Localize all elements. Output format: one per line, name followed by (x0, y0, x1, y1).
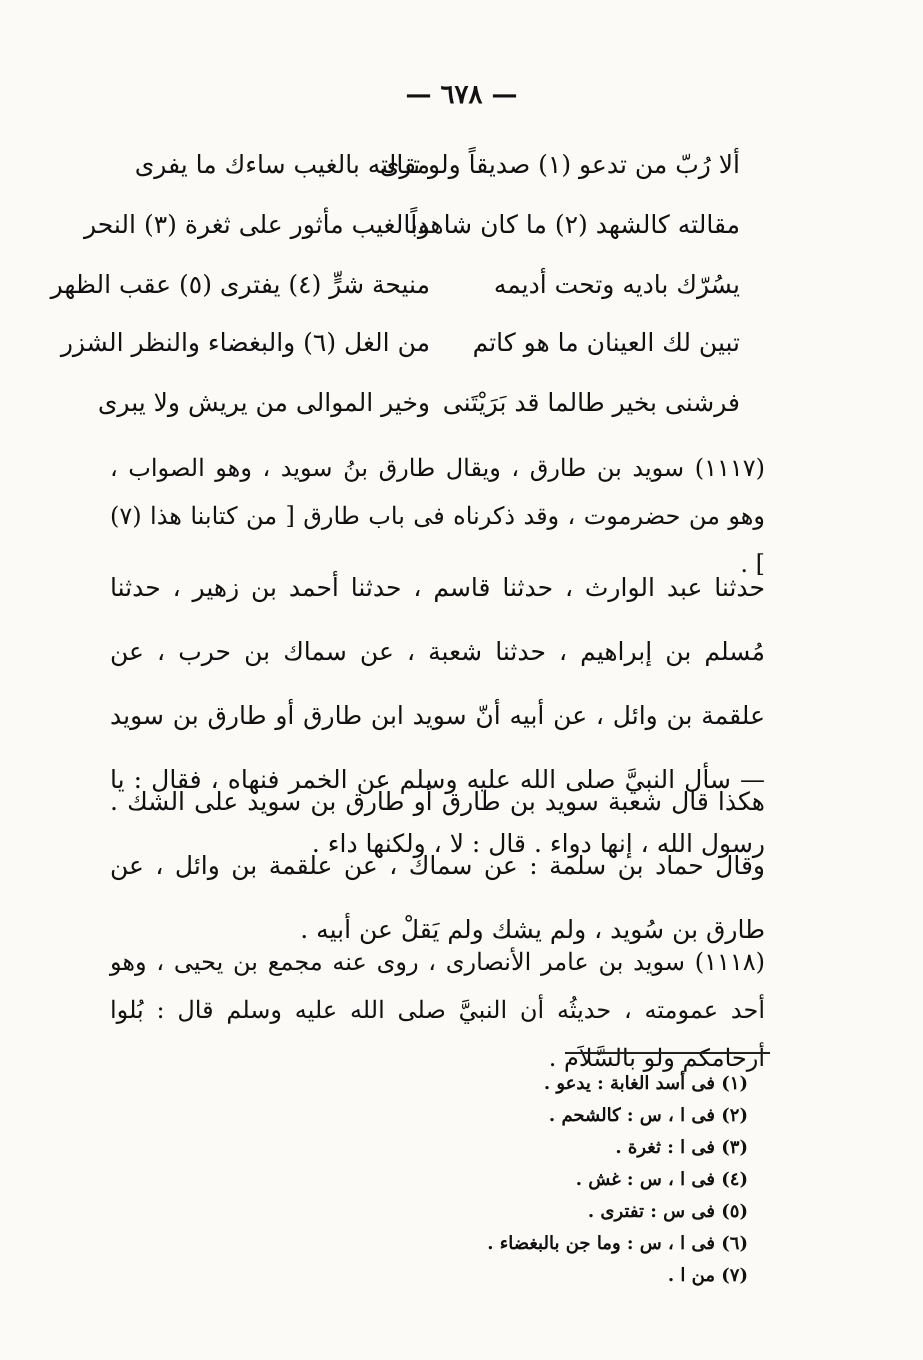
page-number: — ٦٧٨ — (405, 80, 518, 110)
verse-second-hemistich: منيحة شرٍّ (٤) يفترى (٥) عقب الظهر (50, 270, 430, 299)
entry-1118: (١١١٨) سويد بن عامر الأنصارى ، روى عنه مجمع بن يحيى ، وهو أحد عمومته ، حديثُه أن النبيَّ صلى الله عليه وسلم قال : بُلوا أرحامكم ولو بالسَّلاَم . (110, 948, 765, 1072)
footnote: (٥) فى س : تفترى . (587, 1201, 748, 1222)
verse-second-hemistich: من الغل (٦) والبغضاء والنظر الشزر (60, 328, 430, 357)
verse-first-hemistich: فرشنى بخير طالما قد بَرَيْتَنى (442, 388, 740, 417)
footnote: (٧) من ا . (667, 1265, 748, 1286)
entry-1117: (١١١٧) سويد بن طارق ، ويقال طارق بنُ سويد ، وهو الصواب ، وهو من حضرموت ، وقد ذكرناه فى باب طارق [ من كتابنا هذا (٧) ] . (110, 454, 765, 578)
verse-first-hemistich: مقالته كالشهد (٢) ما كان شاهداً (410, 210, 740, 239)
verse-second-hemistich: مقالته بالغيب ساءك ما يفرى (134, 150, 430, 179)
verse-first-hemistich: تبين لك العينان ما هو كاتم (472, 328, 740, 357)
footnote: (٤) فى ا ، س : غش . (575, 1169, 748, 1190)
verse-line (97, 388, 740, 430)
verse-line (134, 150, 740, 192)
verse-line (60, 328, 740, 370)
verse-second-hemistich: وخير الموالى من يريش ولا يبرى (97, 388, 430, 417)
hadith-paragraph: حدثنا عبد الوارث ، حدثنا قاسم ، حدثنا أحمد بن زهير ، حدثنا مُسلم بن إبراهيم ، حدثنا شعبة ، عن سماك بن حرب ، عن علقمة بن وائل ، عن أبيه أنّ سويد ابن طارق أو طارق بن سويد — سأل النبيَّ صلى الله عليه وسلم عن الخمر فنهاه ، فقال : يا رسول الله ، إنها دواء . قال : لا ، ولكنها داء . (110, 573, 765, 858)
verse-second-hemistich: وبالغيب مأثور على ثغرة (٣) النحر (83, 210, 430, 239)
footnote: (٦) فى ا ، س : وما جن بالبغضاء . (487, 1233, 748, 1254)
footnote: (١) فى أسد الغابة : يدعو . (543, 1073, 748, 1094)
footnote: (٢) فى ا ، س : كالشحم . (548, 1105, 748, 1126)
verse-first-hemistich: يسُرّك باديه وتحت أديمه (493, 270, 740, 299)
verse-first-hemistich: ألا رُبّ من تدعو (١) صديقاً ولو ترى (379, 150, 740, 179)
verse-line (50, 270, 740, 312)
verse-line (83, 210, 740, 252)
hadith-commentary: هكذا قال شعبة سويد بن طارق أو طارق بن سويد على الشك . وقال حماد بن سلمة : عن سماك ، عن علقمة بن وائل ، عن طارق بن سُويد ، ولم يشك ولم يَقلْ عن أبيه . (110, 787, 765, 944)
footnote-divider (565, 1052, 770, 1054)
footnotes (487, 1068, 748, 1292)
footnote: (٣) فى ا : ثغرة . (615, 1137, 748, 1158)
